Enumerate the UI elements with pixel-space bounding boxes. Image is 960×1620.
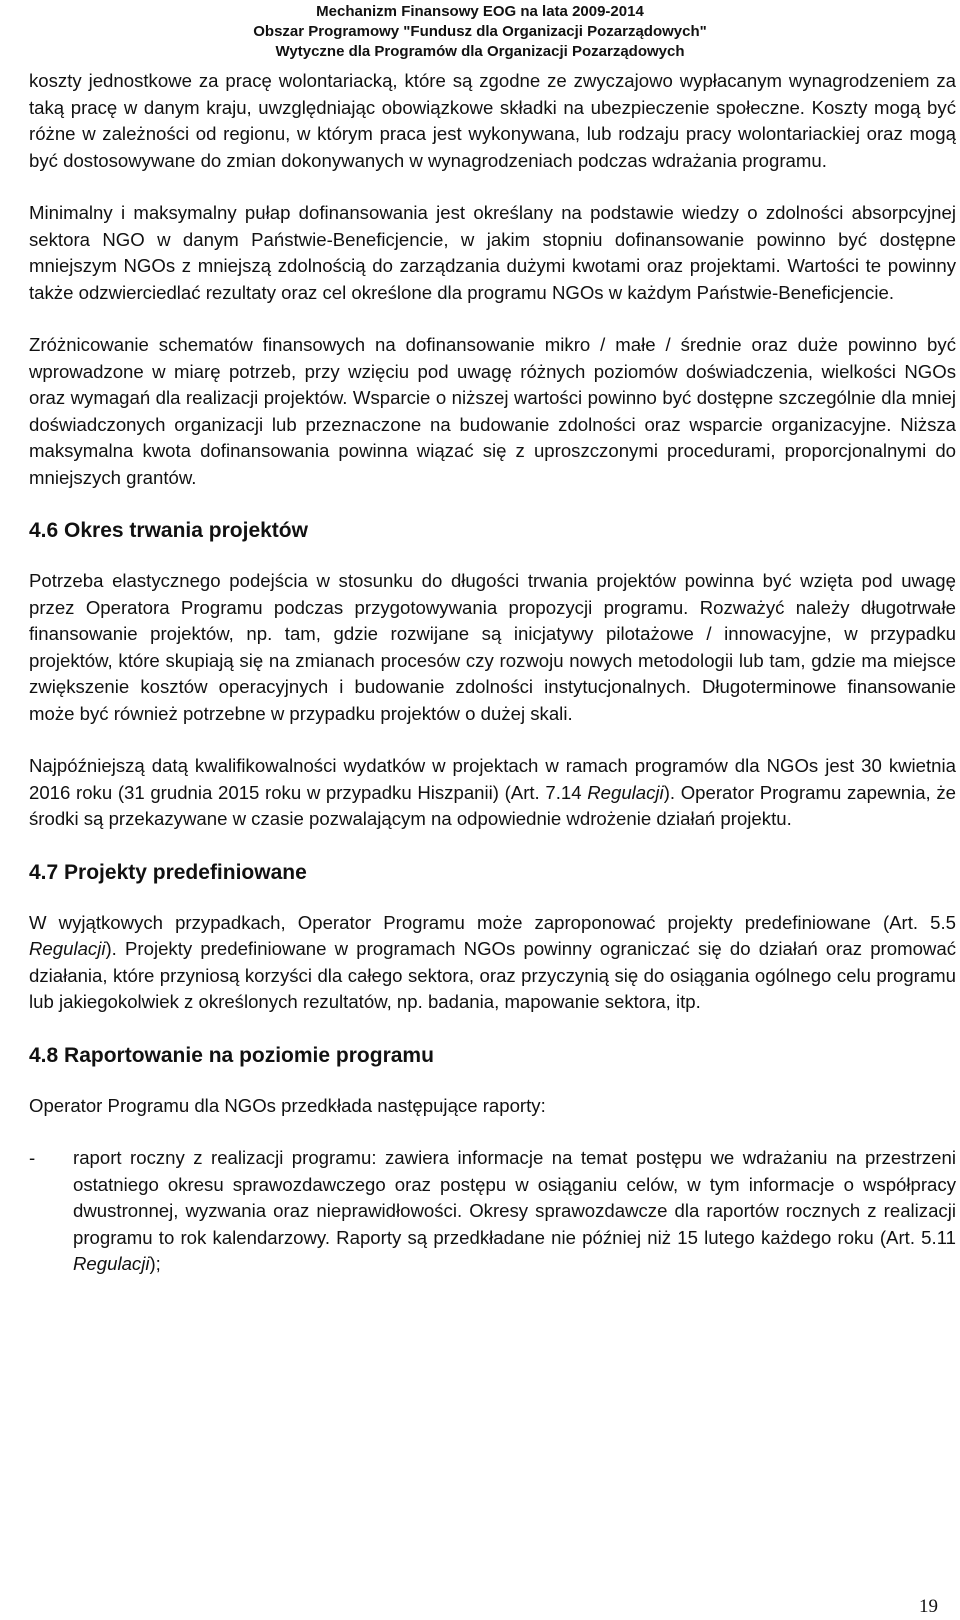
header-line-3: Wytyczne dla Programów dla Organizacji Pozarządowych <box>275 43 685 60</box>
section-number: 4.7 <box>29 860 59 884</box>
italic-reference: Regulacji <box>73 1253 150 1274</box>
header-line-1: Mechanizm Finansowy EOG na lata 2009-2014 <box>316 3 644 20</box>
header-line-2: Obszar Programowy "Fundusz dla Organizacji Pozarządowych" <box>253 23 707 40</box>
section-title: Projekty predefiniowane <box>64 860 307 884</box>
paragraph-funding-schemes: Zróżnicowanie schematów finansowych na dofinansowanie mikro / małe / średnie oraz duże powinno być wprowadzone w miarę potrzeb, przy wzięciu pod uwagę różnych poziomów doświadczenia, wielkości NGOs oraz wymagań dla realizacji projektów. Wsparcie o niższej wartości powinno być dostępne szczególnie dla mniej doświadczonych organizacji lub przeznaczone na budowanie zdolności oraz wsparcie organizacyjne. Niższa maksymalna kwota dofinansowania powinna wiązać się z uproszczonymi procedurami, proporcjonalnymi do mniejszych grantów. <box>29 334 956 488</box>
text-run: Najpóźniejszą datą kwalifikowalności wydatków w projektach w ramach programów dla NGOs jest 30 kwietnia 2016 roku (31 grudnia 2015 roku w przypadku Hiszpanii) (Art. 7.14 <box>29 755 956 803</box>
section-heading-4-8 <box>29 1042 956 1070</box>
text-run: ). Operator Programu zapewnia, że środki są przekazywane w czasie pozwalającym na odpowiednie wdrożenie działań projektu. <box>29 781 956 829</box>
italic-reference: Regulacji <box>29 938 106 959</box>
italic-reference: Regulacji <box>587 781 664 803</box>
page-header <box>0 2 960 62</box>
section-title: Raportowanie na poziomie programu <box>64 1043 434 1067</box>
section-heading-4-7 <box>29 859 956 887</box>
text-run: ); <box>149 1253 161 1274</box>
paragraph-volunteer-costs: koszty jednostkowe za pracę wolontariacką, które są zgodne ze zwyczajowo wypłacanym wynagrodzeniem za taką pracę w danym kraju, uwzględniając obowiązkowe składki na ubezpieczenie społeczne. Koszty mogą być różne w zależności od regionu, w którym praca jest wykonywana, lub rodzaju pracy wolontariackiej oraz mogą być dostosowywane do zmian dokonywanych w wynagrodzeniach podczas wdrażania programu. <box>29 70 956 171</box>
list-item-text <box>73 1145 956 1278</box>
paragraph-project-duration: Potrzeba elastycznego podejścia w stosunku do długości trwania projektów powinna być wzięta pod uwagę przez Operatora Programu podczas przygotowywania propozycji programu. Rozważyć należy długotrwałe finansowanie projektów, np. tam, gdzie rozwijane są inicjatywy pilotażowe / innowacyjne, w przypadku projektów, które skupiają się na zmianach procesów czy rozwoju nowych metodologii lub tam, gdzie ma miejsce zwiększenie kosztów operacyjnych i budowanie zdolności instytucjonalnych. Długoterminowe finansowanie może być również potrzebne w przypadku projektów o dużej skali. <box>29 570 956 724</box>
section-number: 4.8 <box>29 1043 59 1067</box>
list-item <box>29 1145 956 1278</box>
text-run: raport roczny z realizacji programu: zawiera informacje na temat postępu we wdrażaniu na przestrzeni ostatniego okresu sprawozdawczego oraz postępu w osiąganiu celów, w tym informacje o współpracy dwustronnej, wyzwania oraz nieprawidłowości. Okresy sprawozdawcze dla raportów rocznych z realizacji programu to rok kalendarzowy. Raporty są przedkładane nie później niż 15 lutego każdego roku (Art. 5.11 <box>73 1147 956 1248</box>
paragraph-predefined-projects <box>29 910 956 1016</box>
section-title: Okres trwania projektów <box>64 519 308 542</box>
paragraph-eligibility-date <box>29 753 956 833</box>
page-number: 19 <box>919 1596 938 1617</box>
document-body <box>29 68 956 1278</box>
paragraph-reports-intro: Operator Programu dla NGOs przedkłada następujące raporty: <box>29 1094 546 1116</box>
section-number: 4.6 <box>29 519 59 542</box>
paragraph-funding-ceiling: Minimalny i maksymalny pułap dofinansowania jest określany na podstawie wiedzy o zdolności absorpcyjnej sektora NGO w danym Państwie-Beneficjencie, w jakim stopniu dofinansowanie powinno być dostępne mniejszym NGOs z mniejszą zdolnością do zarządzania dużymi kwotami oraz projektami. Wartości te powinny także odzwierciedlać rezultaty oraz cel określone dla programu NGOs w każdym Państwie-Beneficjencie. <box>29 202 956 303</box>
section-heading-4-6 <box>29 517 956 545</box>
text-run: ). Projekty predefiniowane w programach NGOs powinny ograniczać się do działań oraz promować działania, które przyniosą korzyści dla całego sektora, oraz przyczynią się do osiągania ogólnego celu programu lub jakiegokolwiek z określonych rezultatów, np. badania, mapowanie sektora, itp. <box>29 938 956 1012</box>
bullet-dash: - <box>29 1147 36 1168</box>
text-run: W wyjątkowych przypadkach, Operator Programu może zaproponować projekty predefiniowane (Art. 5.5 <box>29 911 956 933</box>
